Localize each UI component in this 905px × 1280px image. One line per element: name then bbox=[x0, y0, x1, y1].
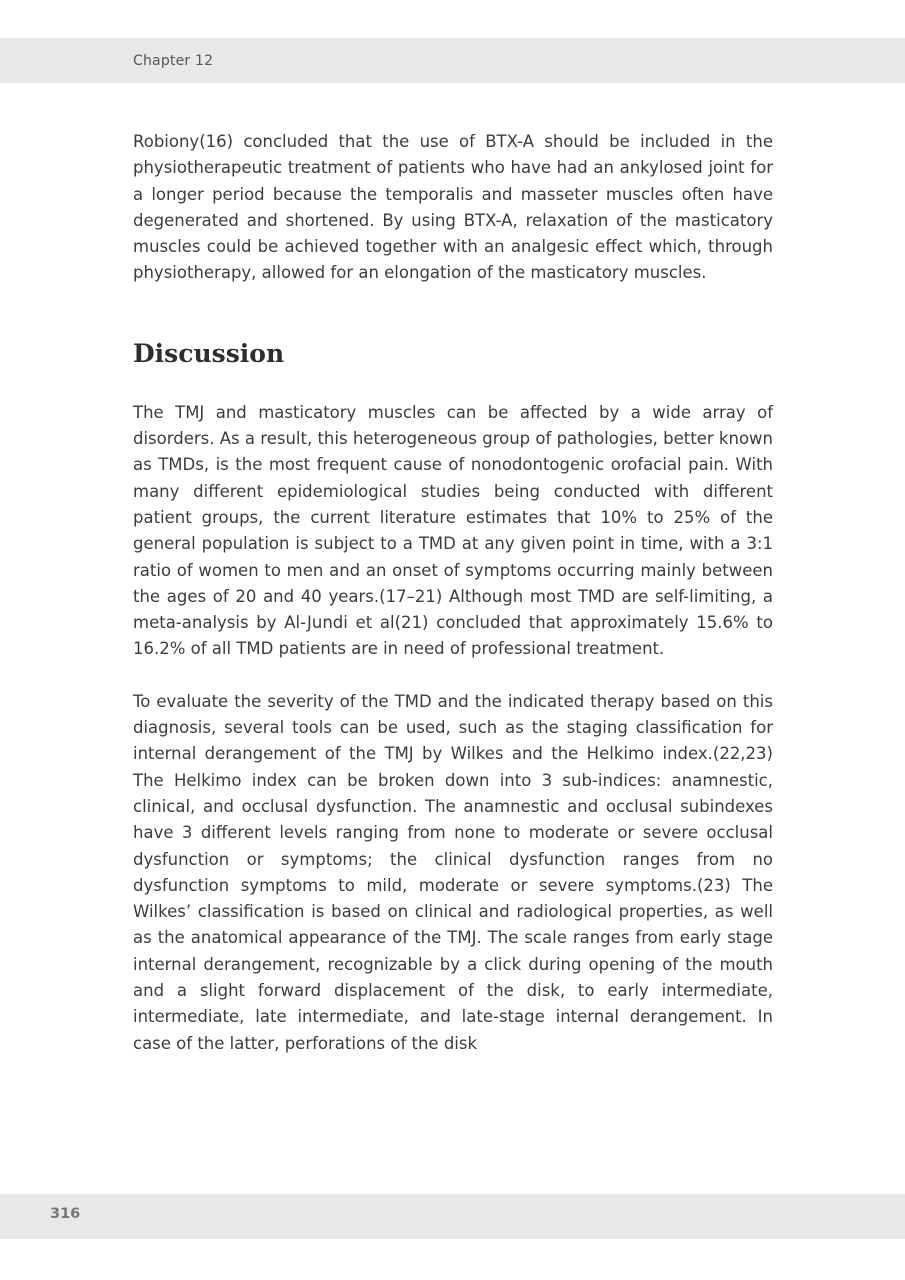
page-content bbox=[133, 129, 773, 1057]
footer-band bbox=[0, 1194, 905, 1239]
intro-paragraph: Robiony(16) concluded that the use of BTX-A should be included in the physiotherapeutic treatment of patients who have had an ankylosed joint for a longer period because the temporalis and masseter muscles often have degenerated and shortened. By using BTX-A, relaxation of the masticatory muscles could be achieved together with an analgesic effect which, through physiotherapy, allowed for an elongation of the masticatory muscles. bbox=[133, 132, 773, 283]
body-paragraph: To evaluate the severity of the TMD and the indicated therapy based on this diagnosis, several tools can be used, such as the staging classification for internal derangement of the TMJ by Wilkes and the Helkimo index.(22,23) The Helkimo index can be broken down into 3 sub-indices: anamnestic, clinical, and occlusal dysfunction. The anamnestic and occlusal subindexes have 3 different levels ranging from none to moderate or severe occlusal dysfunction or symptoms; the clinical dysfunction ranges from no dysfunction symptoms to mild, moderate or severe symptoms.(23) The Wilkes’ classification is based on clinical and radiological properties, as well as the anatomical appearance of the TMJ. The scale ranges from early stage internal derangement, recognizable by a click during opening of the mouth and a slight forward displacement of the disk, to early intermediate, intermediate, late intermediate, and late-stage internal derangement. In case of the latter, perforations of the disk bbox=[133, 691, 773, 1053]
chapter-label: Chapter 12 bbox=[133, 53, 214, 69]
page-number: 316 bbox=[50, 1206, 81, 1222]
body-paragraph: The TMJ and masticatory muscles can be affected by a wide array of disorders. As a result, this heterogeneous group of pathologies, better known as TMDs, is the most frequent cause of nonodontogenic orofacial pain. With many different epidemiological studies being conducted with different patient groups, the current literature estimates that 10% to 25% of the general population is subject to a TMD at any given point in time, with a 3:1 ratio of women to men and an onset of symptoms occurring mainly between the ages of 20 and 40 years.(17–21) Although most TMD are self-limiting, a meta-analysis by Al-Jundi et al(21) concluded that approximately 15.6% to 16.2% of all TMD patients are in need of professional treatment. bbox=[133, 402, 773, 659]
section-heading: Discussion bbox=[133, 338, 285, 368]
